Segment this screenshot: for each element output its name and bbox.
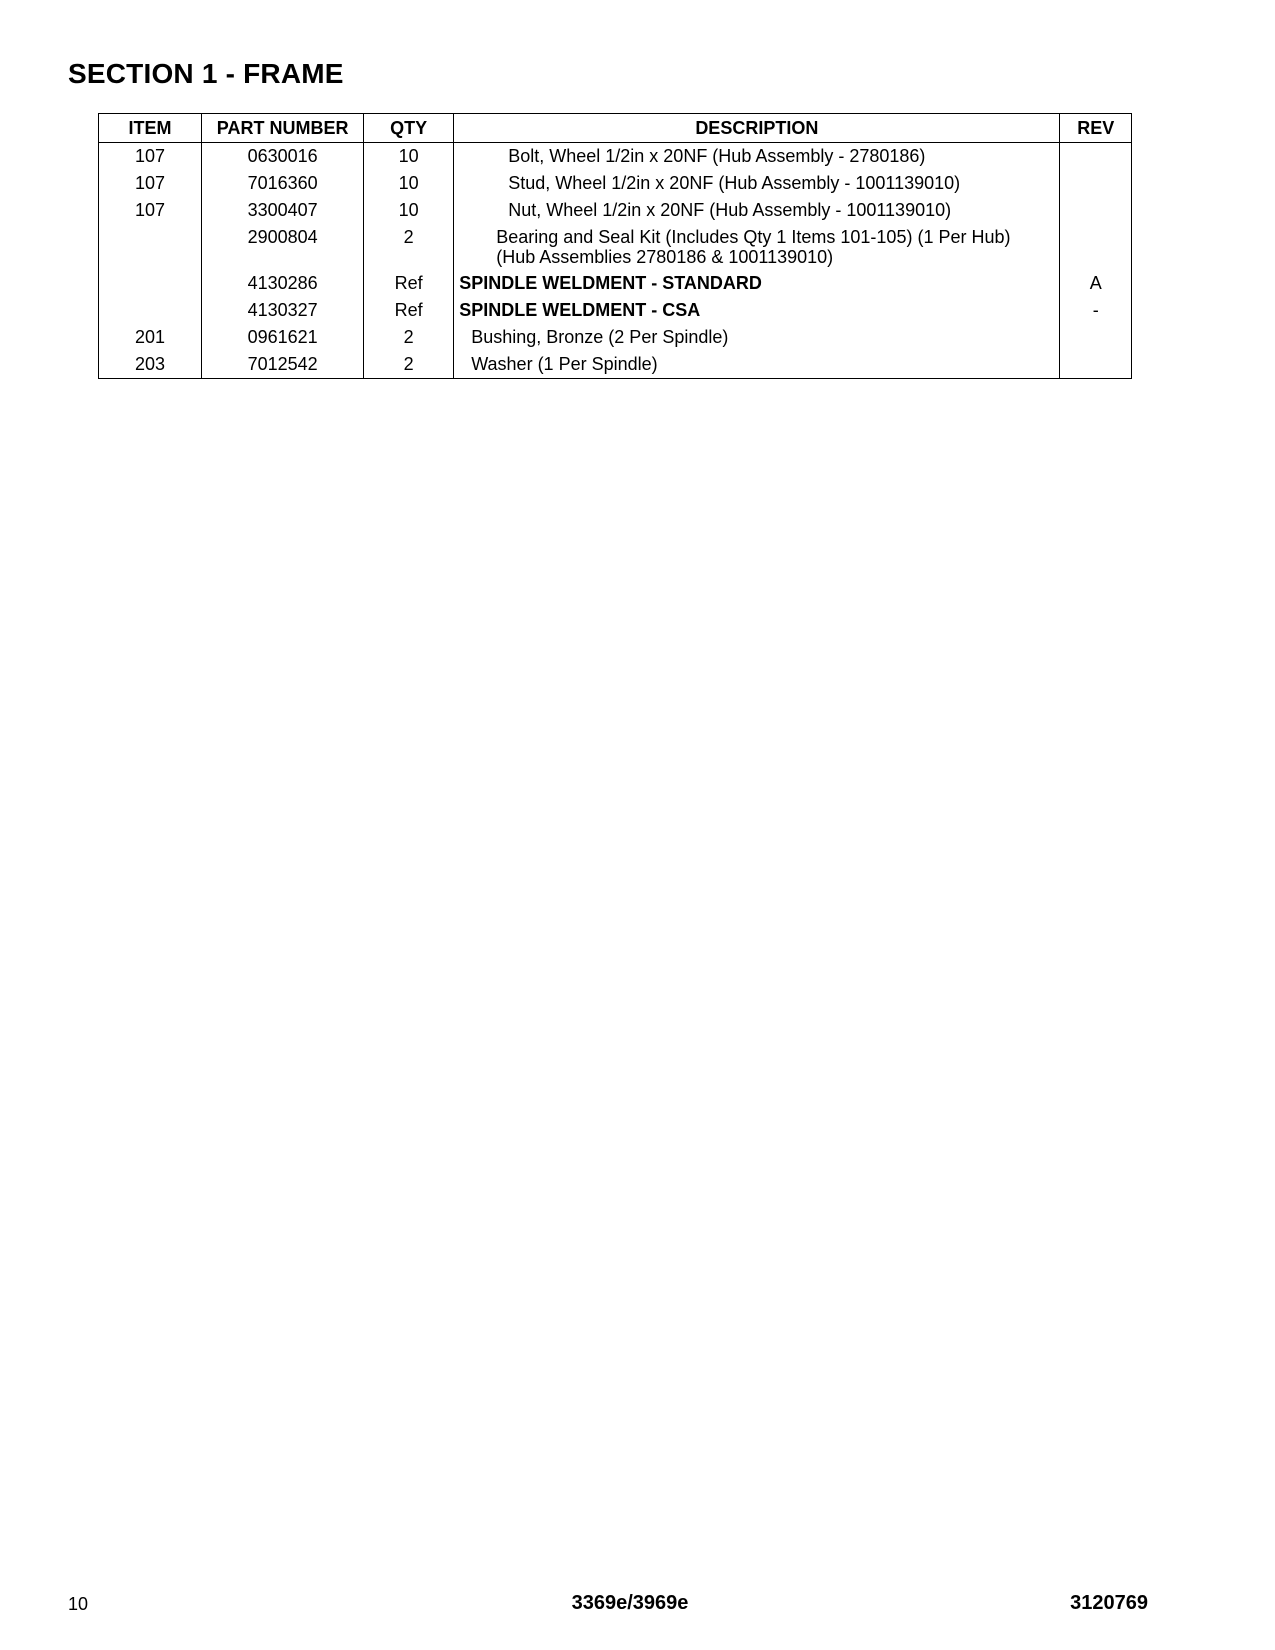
parts-table-header bbox=[99, 114, 1132, 143]
header-item: ITEM bbox=[99, 114, 202, 143]
cell-item: 107 bbox=[99, 170, 202, 197]
header-description: DESCRIPTION bbox=[454, 114, 1060, 143]
cell-part-number: 3300407 bbox=[202, 197, 364, 224]
cell-part-number: 7016360 bbox=[202, 170, 364, 197]
cell-rev: A bbox=[1060, 270, 1132, 297]
cell-part-number: 4130327 bbox=[202, 297, 364, 324]
cell-item bbox=[99, 270, 202, 297]
cell-item bbox=[99, 297, 202, 324]
cell-qty: 2 bbox=[364, 224, 454, 270]
cell-description: Nut, Wheel 1/2in x 20NF (Hub Assembly - 1001139010) bbox=[454, 197, 1060, 224]
cell-description: SPINDLE WELDMENT - STANDARD bbox=[454, 270, 1060, 297]
cell-qty: Ref bbox=[364, 297, 454, 324]
table-row bbox=[99, 170, 1132, 197]
cell-qty: 2 bbox=[364, 351, 454, 379]
cell-rev bbox=[1060, 224, 1132, 270]
cell-qty: 10 bbox=[364, 143, 454, 171]
cell-description: Washer (1 Per Spindle) bbox=[454, 351, 1060, 379]
cell-description: Stud, Wheel 1/2in x 20NF (Hub Assembly - 1001139010) bbox=[454, 170, 1060, 197]
cell-rev: - bbox=[1060, 297, 1132, 324]
table-row bbox=[99, 224, 1132, 270]
cell-rev bbox=[1060, 170, 1132, 197]
header-rev: REV bbox=[1060, 114, 1132, 143]
cell-part-number: 4130286 bbox=[202, 270, 364, 297]
cell-rev bbox=[1060, 351, 1132, 379]
cell-item: 203 bbox=[99, 351, 202, 379]
header-part-number: PART NUMBER bbox=[202, 114, 364, 143]
cell-qty: 10 bbox=[364, 197, 454, 224]
parts-table bbox=[98, 113, 1132, 379]
cell-description: SPINDLE WELDMENT - CSA bbox=[454, 297, 1060, 324]
cell-part-number: 7012542 bbox=[202, 351, 364, 379]
page-title: SECTION 1 - FRAME bbox=[68, 58, 344, 89]
table-row bbox=[99, 197, 1132, 224]
cell-item: 201 bbox=[99, 324, 202, 351]
cell-rev bbox=[1060, 324, 1132, 351]
cell-part-number: 0630016 bbox=[202, 143, 364, 171]
document-number: 3120769 bbox=[1070, 1592, 1148, 1614]
cell-part-number: 0961621 bbox=[202, 324, 364, 351]
cell-description: Bushing, Bronze (2 Per Spindle) bbox=[454, 324, 1060, 351]
cell-item: 107 bbox=[99, 197, 202, 224]
table-row bbox=[99, 324, 1132, 351]
table-row bbox=[99, 351, 1132, 379]
cell-item bbox=[99, 224, 202, 270]
cell-qty: Ref bbox=[364, 270, 454, 297]
page-number: 10 bbox=[68, 1594, 89, 1614]
table-row bbox=[99, 297, 1132, 324]
cell-part-number: 2900804 bbox=[202, 224, 364, 270]
cell-rev bbox=[1060, 197, 1132, 224]
cell-item: 107 bbox=[99, 143, 202, 171]
cell-description: Bearing and Seal Kit (Includes Qty 1 Items 101-105) (1 Per Hub) (Hub Assemblies 2780186 & 1001139010) bbox=[454, 224, 1060, 270]
cell-qty: 10 bbox=[364, 170, 454, 197]
model-number: 3369e/3969e bbox=[571, 1592, 689, 1614]
cell-rev bbox=[1060, 143, 1132, 171]
parts-table-body bbox=[99, 143, 1132, 379]
table-row bbox=[99, 270, 1132, 297]
table-row bbox=[99, 143, 1132, 171]
cell-qty: 2 bbox=[364, 324, 454, 351]
header-row bbox=[99, 114, 1132, 143]
cell-description: Bolt, Wheel 1/2in x 20NF (Hub Assembly - 2780186) bbox=[454, 143, 1060, 171]
header-qty: QTY bbox=[364, 114, 454, 143]
